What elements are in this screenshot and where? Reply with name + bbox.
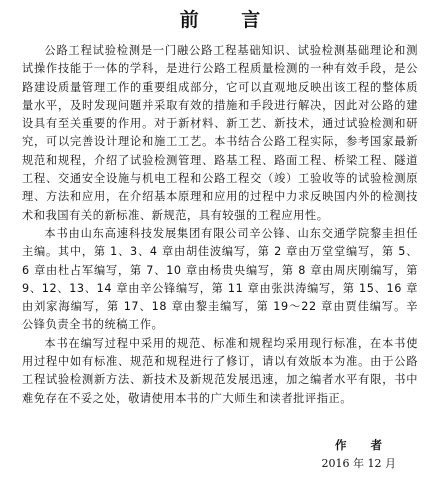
preface-body <box>22 42 418 408</box>
page-title: 前 言 <box>179 9 279 31</box>
preface-paragraph-3: 本书在编写过程中采用的规范、标准和规程均采用现行标准，在本书使用过程中如有标准、规范和规程进行了修订，请以有效版本为准。由于公路工程试验检测新方法、新技术及新规范发展迅速，加之编者水平有限，书中难免存在不妥之处，敬请使用本书的广大师生和读者批评指正。 <box>22 336 418 405</box>
author-signature: 作 者 <box>334 438 392 452</box>
preface-paragraph-2: 本书由山东高速科技发展集团有限公司辛公锋、山东交通学院黎圭担任主编。其中，第 1、3、4 章由胡佳波编写，第 2 章由万堂堂编写，第 5、6 章由杜占军编写，第 7、10 章由杨贵央编写，第 8 章由周庆刚编写，第 9、12、13、14 章由辛公锋编写，第 11 章由张洪涛编写，第 15、16 章由刘家海编写，第 17、18 章由黎圭编写，第 19～22 章由贾佳编写。辛公锋负责全书的统稿工作。 <box>22 226 418 332</box>
publish-date: 2016 年 12 月 <box>321 457 396 470</box>
preface-paragraph-1: 公路工程试验检测是一门融公路工程基础知识、试验检测基础理论和测试操作技能于一体的学科，是进行公路工程质量检测的一种有效手段，是公路建设质量管理工作的重要组成部分，它可以直观地反映出该工程的整体质量水平，及时发现问题并采取有效的措施和手段进行解决，因此对公路的建设具有至关重要的作用。对于新材料、新工艺、新技术，通过试验检测和研究，可以完善设计理论和施工工艺。本书结合公路工程实际，参考国家最新规范和规程，介绍了试验检测管理、路基工程、路面工程、桥梁工程、隧道工程、交通安全设施与机电工程和公路工程交（竣）工验收等的试验检测原理、方法和应用，在介绍基本原理和应用的过程中力求反映国内外的检测技术和我国有关的新标准、新规范，具有较强的工程应用性。 <box>22 44 418 222</box>
